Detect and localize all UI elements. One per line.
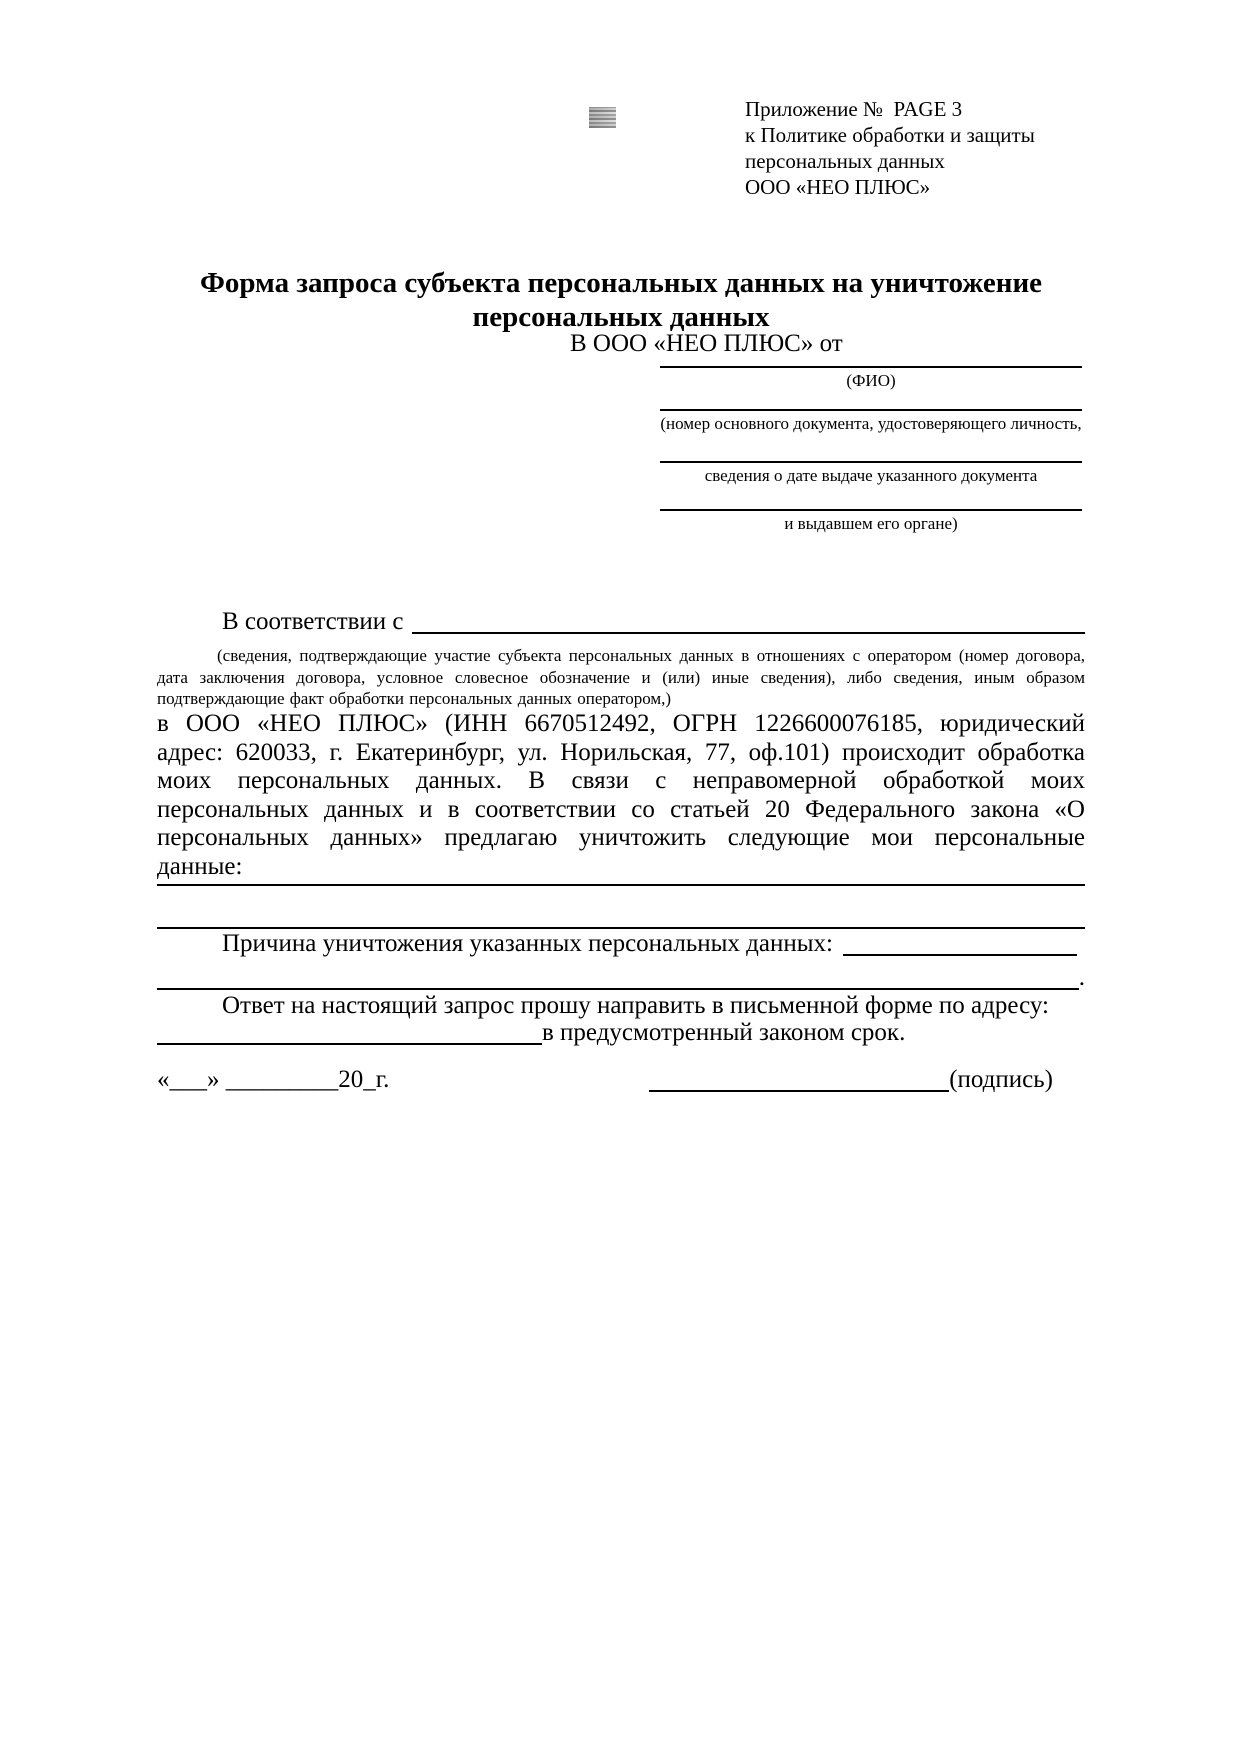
embedded-image-thumbnail-icon [589, 107, 616, 128]
addressee-line: В ООО «НЕО ПЛЮС» от [570, 330, 843, 357]
reason-row [157, 930, 1085, 958]
appendix-policy-line: к Политике обработки и защиты [745, 123, 1035, 147]
response-tail-text: в предусмотренный законом срок. [542, 1019, 906, 1046]
accordance-footnote: (сведения, подтверждающие участие субъекта персональных данных в отношениях с оператором (номер договора, дата заключения договора, условное словесное обозначение и (или) иные сведения), либо сведения, иным образом подтверждающие факт обработки персональных данных оператором,) [157, 646, 1085, 708]
fio-caption: (ФИО) [846, 371, 896, 390]
field-doc-number [660, 409, 1082, 434]
appendix-header [745, 96, 1035, 200]
date-blank: «___» _________20_г. [157, 1066, 390, 1093]
accordance-row [157, 608, 1085, 636]
appendix-number-line: Приложение № PAGE 3 [745, 97, 963, 121]
response-address-row [157, 1019, 1085, 1047]
field-fio [660, 366, 1082, 391]
document-title-line2: персональных данных [472, 301, 770, 333]
document-title [157, 266, 1085, 334]
response-request-text: Ответ на настоящий запрос прошу направить в письменной форме по адресу: [222, 992, 1049, 1019]
issuer-caption: и выдавшем его органе) [784, 514, 958, 533]
accordance-lead: В соответствии с [222, 608, 404, 635]
signature-caption: (подпись) [949, 1066, 1053, 1093]
data-blank-line-1 [157, 884, 1085, 886]
signature-group [649, 1066, 1053, 1094]
body-paragraph: в ООО «НЕО ПЛЮС» (ИНН 6670512492, ОГРН 1226600076185, юридический адрес: 620033, г. Екатеринбург, ул. Норильская, 77, оф.101) происходит обработка моих персональных данных. В связи с неправомерной обработкой моих персональных данных и в соответствии со статьей 20 Федерального закона «О персональных данных» предлагаю уничтожить следующие мои персональные данные: [157, 710, 1085, 880]
field-issuer [660, 509, 1082, 534]
date-signature-row [157, 1066, 1085, 1094]
response-request-row [157, 992, 1085, 1020]
line-terminator: . [1078, 964, 1085, 991]
appendix-policy-line2: персональных данных [745, 149, 945, 173]
doc-number-caption: (номер основного документа, удостоверяющего личность, [660, 414, 1082, 433]
signature-blank-line [649, 1066, 949, 1092]
document-title-line1: Форма запроса субъекта персональных данных на уничтожение [199, 267, 1043, 299]
reason-continuation-row [157, 964, 1085, 992]
accordance-blank-line [412, 608, 1085, 634]
reason-blank-line [843, 930, 1077, 956]
address-blank-line [157, 1019, 542, 1045]
reason-label: Причина уничтожения указанных персональных данных: [222, 930, 833, 957]
data-blank-line-2 [157, 927, 1085, 929]
issue-date-caption: сведения о дате выдаче указанного документа [704, 466, 1038, 485]
reason-continuation-blank-line [157, 964, 1079, 990]
field-issue-date [660, 461, 1082, 486]
company-name-line: ООО «НЕО ПЛЮС» [745, 175, 931, 199]
